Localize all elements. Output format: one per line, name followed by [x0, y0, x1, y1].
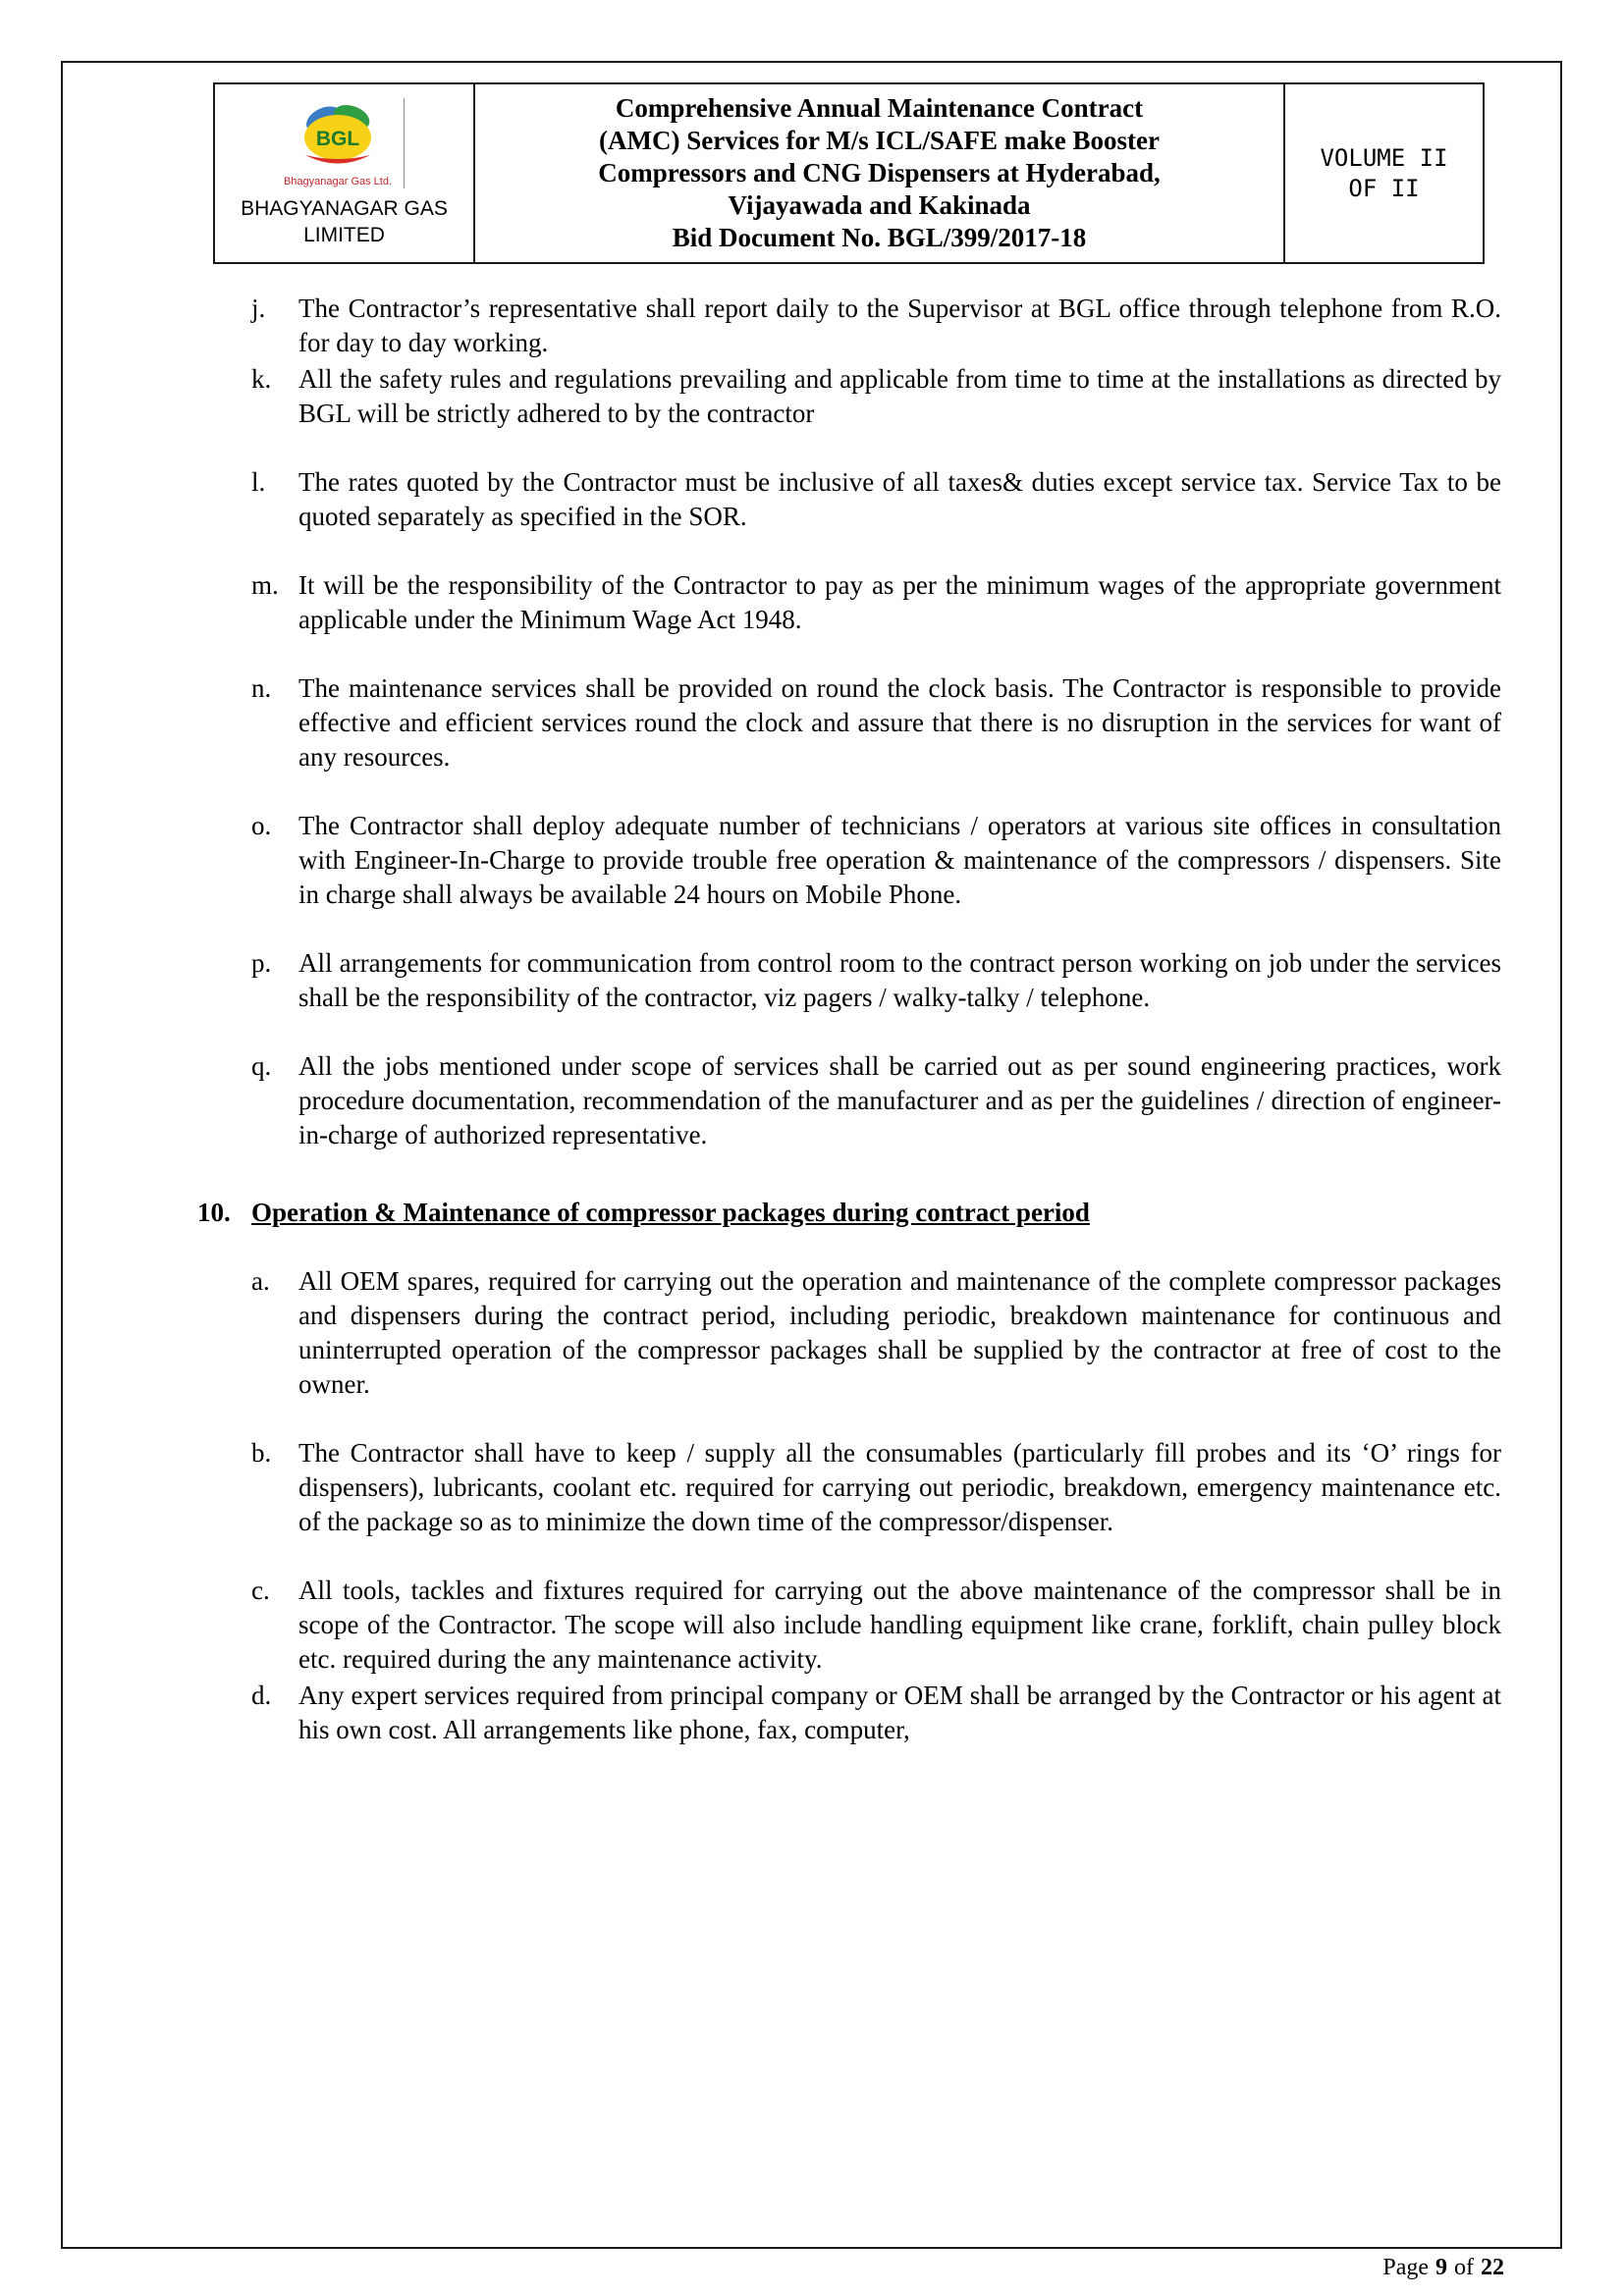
clause-label: d.	[251, 1681, 272, 1710]
clause-d	[251, 1679, 1501, 1747]
clause-o	[251, 809, 1501, 912]
footer-of-label: of	[1454, 2255, 1474, 2280]
clause-label: o.	[251, 811, 272, 840]
section-number: 10.	[197, 1198, 231, 1227]
volume-line2: OF II	[1348, 174, 1420, 202]
page-border	[61, 61, 1562, 2249]
clause-label: p.	[251, 948, 272, 978]
clause-b	[251, 1436, 1501, 1539]
clause-label: l.	[251, 467, 266, 497]
clause-text: The rates quoted by the Contractor must be inclusive of all taxes& duties except service tax. Service Tax to be quoted separately as specified in the SOR.	[298, 467, 1501, 531]
logo-divider-line	[404, 98, 405, 188]
org-name-line1: BHAGYANAGAR GAS	[241, 197, 448, 220]
clause-q	[251, 1049, 1501, 1152]
document-body	[63, 264, 1560, 1747]
title-line: Comprehensive Annual Maintenance Contract	[615, 93, 1144, 123]
clause-label: q.	[251, 1051, 272, 1081]
document-title-cell	[474, 83, 1284, 263]
clause-label: m.	[251, 570, 279, 600]
title-line: (AMC) Services for M/s ICL/SAFE make Booster	[599, 126, 1160, 155]
bid-document-number: Bid Document No. BGL/399/2017-18	[672, 223, 1087, 252]
clause-m	[251, 568, 1501, 637]
section-10-heading	[197, 1196, 1501, 1230]
clause-n	[251, 671, 1501, 774]
clause-p	[251, 946, 1501, 1015]
clause-text: All arrangements for communication from control room to the contract person working on job under the services shall be the responsibility of the contractor, viz pagers / walky-talky / telephone.	[298, 948, 1501, 1012]
clause-text: All the safety rules and regulations prevailing and applicable from time to time at the installations as directed by BGL will be strictly adhered to by the contractor	[298, 364, 1501, 428]
volume-line1: VOLUME II	[1320, 143, 1448, 172]
clause-j	[251, 292, 1501, 360]
clause-c	[251, 1574, 1501, 1677]
page-footer	[1382, 2255, 1504, 2281]
footer-total-pages: 22	[1481, 2255, 1504, 2280]
clause-text: It will be the responsibility of the Contractor to pay as per the minimum wages of the appropriate government applicable under the Minimum Wage Act 1948.	[298, 570, 1501, 634]
clause-text: All OEM spares, required for carrying out the operation and maintenance of the complete compressor packages and dispensers during the contract period, including periodic, breakdown maintenance for continuous and uninterrupted operation of the compressor packages shall be supplied by the contractor at free of cost to the owner.	[298, 1266, 1501, 1399]
logo-caption: Bhagyanagar Gas Ltd.	[283, 175, 393, 187]
clause-text: All tools, tackles and fixtures required for carrying out the above maintenance of the compressor shall be in scope of the Contractor. The scope will also include handling equipment like crane, forklift, chain pulley block etc. required during the any maintenance activity.	[298, 1575, 1501, 1674]
bgl-logo-icon	[297, 100, 379, 175]
clause-list-a-d	[197, 1264, 1501, 1747]
clause-a	[251, 1264, 1501, 1402]
section-title: Operation & Maintenance of compressor packages during contract period	[251, 1198, 1090, 1227]
footer-page-number: 9	[1435, 2255, 1447, 2280]
logo-cell	[214, 83, 474, 263]
clause-list-j-q	[197, 292, 1501, 1152]
clause-text: The maintenance services shall be provided on round the clock basis. The Contractor is responsible to provide effective and efficient services round the clock and assure that there is no disruption in the services for want of any resources.	[298, 673, 1501, 772]
clause-k	[251, 362, 1501, 431]
clause-text: All the jobs mentioned under scope of services shall be carried out as per sound engineering practices, work procedure documentation, recommendation of the manufacturer and as per the guidelines / direction of engineer-in-charge of authorized representative.	[298, 1051, 1501, 1149]
clause-label: a.	[251, 1266, 270, 1296]
title-line: Vijayawada and Kakinada	[728, 190, 1031, 220]
clause-text: The Contractor shall have to keep / supply all the consumables (particularly fill probes and its ‘O’ rings for dispensers), lubricants, coolant etc. required for carrying out periodic, breakdown, emergency maintenance etc. of the package so as to minimize the down time of the compressor/dispenser.	[298, 1438, 1501, 1536]
clause-text: Any expert services required from principal company or OEM shall be arranged by the Contractor or his agent at his own cost. All arrangements like phone, fax, computer,	[298, 1681, 1501, 1744]
clause-label: c.	[251, 1575, 270, 1605]
clause-label: j.	[251, 294, 266, 323]
clause-l	[251, 465, 1501, 534]
clause-label: k.	[251, 364, 272, 394]
title-line: Compressors and CNG Dispensers at Hyderabad,	[598, 158, 1161, 187]
org-name	[219, 195, 469, 248]
logo-monogram: BGL	[315, 127, 360, 150]
logo-emblem-block	[284, 100, 392, 187]
clause-text: The Contractor’s representative shall report daily to the Supervisor at BGL office through telephone from R.O. for day to day working.	[298, 294, 1501, 357]
clause-label: b.	[251, 1438, 272, 1468]
clause-text: The Contractor shall deploy adequate number of technicians / operators at various site offices in consultation with Engineer-In-Charge to provide trouble free operation & maintenance of the compressors / dispensers. Site in charge shall always be available 24 hours on Mobile Phone.	[298, 811, 1501, 909]
header-table	[213, 82, 1485, 264]
org-name-line2: LIMITED	[303, 224, 385, 246]
volume-cell	[1284, 83, 1484, 263]
clause-label: n.	[251, 673, 272, 703]
logo-lockup	[219, 98, 469, 188]
footer-page-label: Page	[1382, 2255, 1429, 2280]
